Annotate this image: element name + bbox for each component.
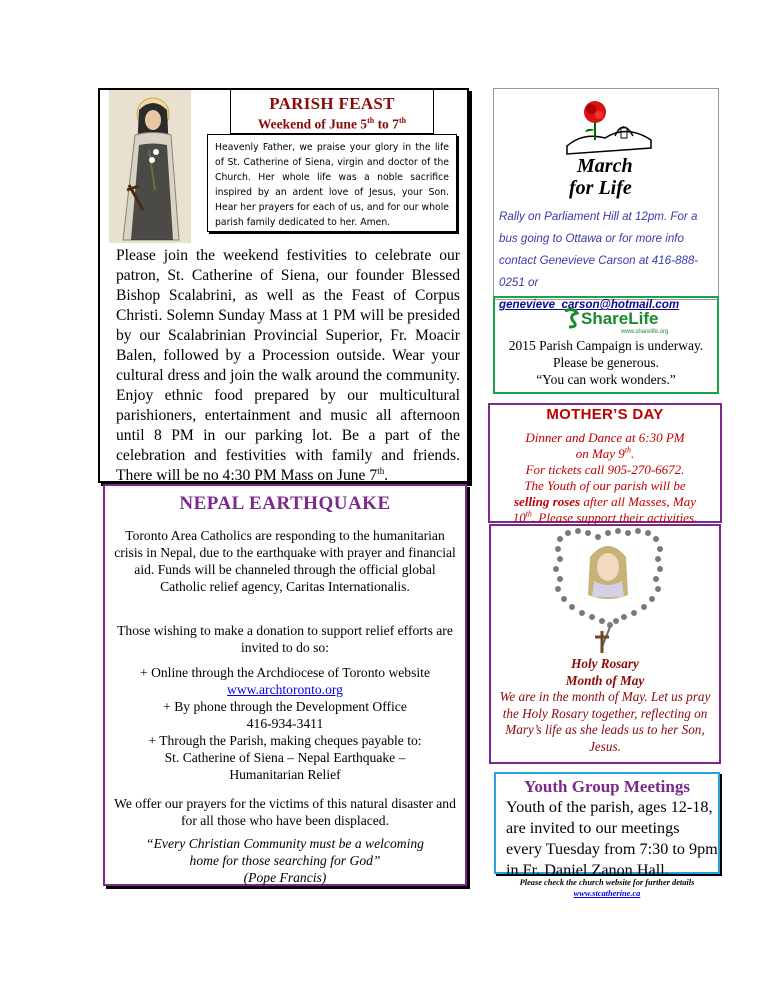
- mother-line2-sup: th: [624, 445, 632, 455]
- feast-subtitle-sup: th: [367, 116, 375, 125]
- genevieve-email-link[interactable]: genevieve_carson@hotmail.com: [499, 298, 680, 311]
- mother-line6-sup: th: [525, 509, 532, 519]
- sharelife-line2: Please be generous.: [552, 355, 660, 370]
- mother-line5-bold: selling roses: [514, 494, 581, 509]
- mother-line6-text: . Please support their activities.: [531, 510, 698, 525]
- sharelife-line3: “You can work wonders.”: [536, 372, 676, 387]
- holy-rosary-text: [491, 656, 719, 755]
- mother-line1: Dinner and Dance at 6:30 PM: [525, 430, 685, 445]
- mother-line2-end: .: [631, 446, 635, 461]
- nepal-parish: + Through the Parish, making cheques payable to:: [148, 733, 422, 748]
- feast-subtitle-text2: to 7: [374, 116, 399, 132]
- nepal-quote-text: “Every Christian Community must be a welcoming home for those searching for God”: [146, 836, 424, 868]
- rosary-title1: Holy Rosary: [571, 656, 639, 671]
- youth-group-text: Youth of the parish, ages 12-18, are invited to our meetings every Tuesday from 7:30 to 9pm in Fr. Daniel Zanon Hall.: [506, 798, 718, 879]
- feast-title-box: [230, 89, 434, 134]
- rosary-body: We are in the month of May. Let us pray the Holy Rosary together, reflecting on Mary’s life as she leads us to her Son, Jesus.: [499, 689, 711, 754]
- feast-title: PARISH FEAST: [269, 94, 395, 113]
- stcatherine-website-link[interactable]: www.stcatherine.ca: [573, 889, 641, 898]
- sharelife-line1: 2015 Parish Campaign is underway.: [508, 338, 704, 353]
- mother-line5-text: after all Masses, May: [580, 494, 696, 509]
- youth-group-title: Youth Group Meetings: [524, 777, 690, 796]
- mother-line4: The Youth of our parish will be: [524, 478, 686, 493]
- march-logo-line2: for Life: [569, 177, 632, 199]
- nepal-payee: St. Catherine of Siena – Nepal Earthquake –: [164, 750, 406, 765]
- feast-subtitle-sup2: th: [398, 116, 407, 125]
- march-logo-line1: March: [577, 155, 633, 177]
- nepal-donation-methods: [113, 664, 457, 783]
- nepal-para2: Those wishing to make a donation to support relief efforts are invited to do so:: [117, 623, 453, 655]
- sharelife-logo: [563, 305, 669, 335]
- feast-body-sup: th: [377, 465, 385, 476]
- mother-line3: For tickets call 905-270-6672.: [525, 462, 685, 477]
- nepal-phone-number: 416-934-3411: [246, 716, 324, 731]
- nepal-quote: [140, 835, 430, 886]
- nepal-phone: + By phone through the Development Office: [163, 699, 407, 714]
- saint-catherine-image: [109, 90, 191, 243]
- mother-line2-text: on May 9: [575, 446, 625, 461]
- nepal-payee2: Humanitarian Relief: [229, 767, 341, 782]
- march-for-life-logo: [555, 94, 665, 204]
- mother-line6-num: 10: [512, 510, 526, 525]
- sharelife-logo-text: ShareLife: [581, 309, 659, 328]
- nepal-quote-author: (Pope Francis): [243, 870, 327, 885]
- sharelife-text: [497, 337, 715, 388]
- nepal-online: + Online through the Archdiocese of Toronto website: [140, 665, 430, 680]
- march-text-body: Rally on Parliament Hill at 12pm. For a bus going to Ottawa or for more info contact Genevieve Carson at 416-888-0251 or: [499, 210, 699, 289]
- feast-body: [116, 246, 460, 486]
- archtoronto-link[interactable]: www.archtoronto.org: [227, 682, 343, 697]
- rosary-mary-image: [550, 527, 668, 655]
- feast-body-end: .: [384, 467, 389, 484]
- nepal-prayers: We offer our prayers for the victims of this natural disaster and for all those who have been displaced.: [114, 796, 456, 828]
- mother-line5: [492, 494, 718, 510]
- nepal-title: NEPAL EARTHQUAKE: [179, 493, 391, 514]
- mother-line2: [492, 446, 718, 462]
- rosary-title2: Month of May: [565, 672, 645, 688]
- feast-subtitle-text: Weekend of June 5: [257, 116, 368, 132]
- youth-group-note: [496, 877, 718, 899]
- youth-note-text: Please check the church website for further details: [519, 878, 695, 887]
- mothers-day-title: MOTHER’S DAY: [546, 406, 664, 423]
- mothers-day-text: [492, 430, 718, 526]
- sharelife-logo-url: www.sharelife.org: [621, 329, 669, 335]
- nepal-para1: Toronto Area Catholics are responding to the humanitarian crisis in Nepal, due to the earthquake with prayer and financial aid. Funds will be channeled through the official global Catholic relief agency, Caritas Internationalis.: [114, 528, 456, 594]
- feast-prayer: Heavenly Father, we praise your glory in the life of St. Catherine of Siena, virgin and doctor of the Church. Her whole life was a noble sacrifice inspired by an ardent love of Jesus, your Son. Hear her prayers for each of us, and for our whole parish family dedicated to her. Amen.: [207, 134, 457, 232]
- feast-body-text: Please join the weekend festivities to celebrate our patron, St. Catherine of Siena, our founder Blessed Bishop Scalabrini, as well as the Feast of Corpus Christi. Solemn Sunday Mass at 1 PM will be presided by our Scalabrinian Provincial Superior, Fr. Moacir Balen, followed by a Procession outside. Wear your cultural dress and join the walk around the community. Enjoy ethnic food prepared by our multicultural parishioners, entertainment and music all afternoon until 8 PM in our parking lot. Be a part of the celebration and festivities with family and friends. There will be no 4:30 PM Mass on June 7: [116, 247, 460, 484]
- feast-subtitle: [231, 116, 433, 133]
